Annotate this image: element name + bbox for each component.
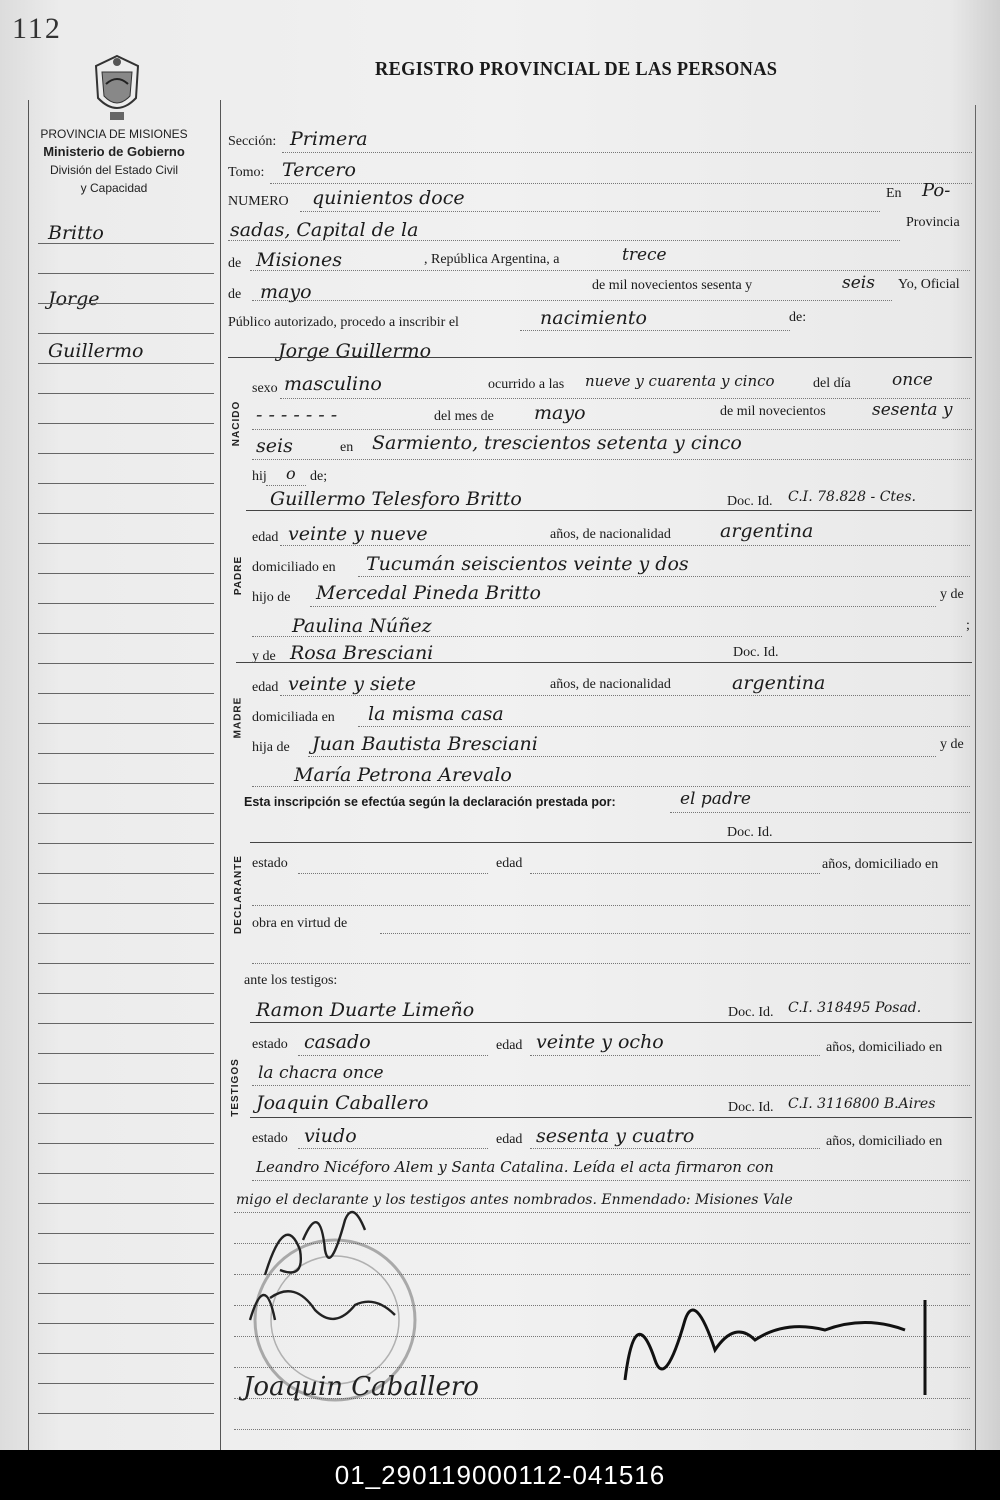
anio-nac2-value: seis: [256, 435, 293, 457]
margin-name-2: Guillermo: [48, 340, 144, 362]
declarante-estado-label: estado: [252, 856, 288, 871]
mil-label: de mil novecientos sesenta y: [592, 278, 753, 293]
mil-nov-label: de mil novecientos: [720, 404, 826, 419]
madre-edad-label: edad: [252, 680, 279, 695]
madre-nac-label: años, de nacionalidad: [550, 677, 671, 692]
rule: [250, 270, 970, 271]
division-label-2: y Capacidad: [80, 181, 148, 195]
testigo2-anos-label: años, domiciliado en: [826, 1134, 943, 1149]
testigo1-estado-value: casado: [304, 1031, 371, 1053]
testigo2-doc-value: C.I. 3116800 B.Aires: [788, 1096, 936, 1112]
padre-nac-value: argentina: [720, 520, 814, 542]
rule: [310, 606, 936, 607]
hijo-o-value: o: [286, 464, 296, 483]
madre-doc-label: Doc. Id.: [733, 645, 779, 660]
section-divider: [250, 1022, 972, 1023]
en2-label: en: [340, 440, 354, 455]
padre-dom-value: Tucumán seiscientos veinte y dos: [366, 553, 689, 575]
rule: [228, 240, 900, 241]
margin-rule: [38, 1383, 214, 1384]
rule: [520, 330, 790, 331]
declarante-value: el padre: [680, 789, 751, 809]
rule: [252, 300, 892, 301]
testigo2-edad-value: sesenta y cuatro: [536, 1125, 695, 1147]
rule: [280, 398, 970, 399]
rule: [298, 873, 488, 874]
division-label: División del Estado Civil: [49, 163, 179, 177]
padre-nac-label: años, de nacionalidad: [550, 527, 671, 542]
sexo-label: sexo: [252, 381, 278, 396]
margin-rule: [38, 423, 214, 424]
declarante-edad-label: edad: [496, 856, 523, 871]
margin-rule: [38, 753, 214, 754]
rule: [252, 1085, 970, 1086]
yo-oficial-label: Yo, Oficial: [898, 277, 960, 292]
madre-edad-value: veinte y siete: [288, 673, 416, 695]
testigo2-estado-label: estado: [252, 1131, 288, 1146]
testigo1-doc-value: C.I. 318495 Posad.: [788, 1000, 922, 1016]
rule: [252, 459, 972, 460]
padre-doc-value: C.I. 78.828 - Ctes.: [788, 489, 916, 505]
margin-rule: [38, 1233, 214, 1234]
dashes-value: - - - - - - -: [256, 404, 338, 426]
padre-y-de-label: y de: [940, 587, 964, 602]
section-divider: [246, 510, 972, 511]
margin-rule: [38, 1293, 214, 1294]
sexo-value: masculino: [284, 373, 382, 395]
testigo1-nombre-value: Ramon Duarte Limeño: [256, 999, 475, 1021]
acto-value: nacimiento: [540, 307, 647, 329]
margin-name-1: Jorge: [48, 288, 100, 310]
tomo-value: Tercero: [282, 159, 356, 181]
padre-padre-value: Mercedal Pineda Britto: [316, 582, 541, 604]
nombre-value: Jorge Guillermo: [278, 340, 432, 362]
del-dia-label: del día: [813, 376, 851, 391]
section-divider: [228, 357, 972, 358]
anio-nac-value: sesenta y: [872, 400, 953, 420]
hora-value: nueve y cuarenta y cinco: [585, 372, 775, 390]
madre-dom-label: domiciliada en: [252, 710, 335, 725]
numero-label: NUMERO: [228, 194, 289, 209]
provincia-label: Provincia: [906, 215, 960, 230]
margin-rule: [38, 363, 214, 364]
margin-rule: [38, 1023, 214, 1024]
section-label-nacido: NACIDO: [231, 400, 243, 447]
rule: [298, 1148, 488, 1149]
lugar-value: sadas, Capital de la: [230, 219, 419, 241]
margin-rule: [38, 813, 214, 814]
margin-rule: [38, 1353, 214, 1354]
margin-rule: [38, 873, 214, 874]
en-label: En: [886, 186, 902, 201]
margin-rule: [38, 993, 214, 994]
rule: [300, 211, 880, 212]
rule: [530, 1148, 820, 1149]
declarante-anos-label: años, domiciliado en: [822, 857, 939, 872]
document-title: REGISTRO PROVINCIAL DE LAS PERSONAS: [375, 58, 778, 80]
de2-label: de: [228, 287, 242, 302]
section-label-padre: PADRE: [233, 555, 245, 596]
margin-surname: Britto: [48, 222, 104, 244]
section-label-declarante: DECLARANTE: [232, 855, 244, 934]
declarante-doc-label: Doc. Id.: [727, 825, 773, 840]
publico-label: Público autorizado, procedo a inscribir el: [228, 315, 459, 330]
ministry-label: Ministerio de Gobierno: [43, 144, 185, 159]
section-divider: [250, 1117, 972, 1118]
testigo1-anos-label: años, domiciliado en: [826, 1040, 943, 1055]
seccion-value: Primera: [290, 128, 368, 150]
republica-label: , República Argentina, a: [424, 252, 560, 267]
madre-y-de-label: y de: [252, 649, 276, 664]
de-colon-label: de:: [789, 310, 807, 325]
margin-rule: [38, 1203, 214, 1204]
margin-rule: [38, 543, 214, 544]
testigo2-doc-label: Doc. Id.: [728, 1100, 774, 1115]
en-value: Po-: [922, 180, 951, 201]
padre-edad-label: edad: [252, 530, 279, 545]
testigo2-edad-label: edad: [496, 1132, 523, 1147]
rule: [252, 786, 970, 787]
lugar-nac-value: Sarmiento, trescientos setenta y cinco: [372, 432, 742, 454]
margin-rule: [38, 663, 214, 664]
margin-rule: [38, 393, 214, 394]
signature-4: Joaquin Caballero: [243, 1372, 479, 1402]
seccion-label: Sección:: [228, 134, 277, 149]
padre-edad-value: veinte y nueve: [288, 523, 428, 545]
margin-rule: [38, 1263, 214, 1264]
margin-rule: [38, 1113, 214, 1114]
anio-value: seis: [842, 273, 875, 293]
testigo1-edad-label: edad: [496, 1038, 523, 1053]
rule: [252, 429, 972, 430]
rule: [670, 812, 970, 813]
rule: [252, 636, 962, 637]
obra-label: obra en virtud de: [252, 916, 348, 931]
madre-padre-value: Juan Bautista Bresciani: [312, 733, 538, 755]
semicolon-label: ;: [966, 618, 970, 633]
padre-doc-label: Doc. Id.: [727, 494, 773, 509]
de-label: de: [228, 256, 242, 271]
del-mes-label: del mes de: [434, 409, 494, 424]
margin-rule: [38, 903, 214, 904]
margin-rule: [38, 513, 214, 514]
margin-rule: [38, 693, 214, 694]
margin-rule: [38, 453, 214, 454]
section-label-madre: MADRE: [232, 696, 244, 739]
margin-rule: [38, 723, 214, 724]
margin-line-left: [28, 100, 29, 1450]
madre-nombre-value: Rosa Bresciani: [290, 642, 434, 664]
rule: [530, 1055, 820, 1056]
mes-nac-value: mayo: [534, 402, 586, 424]
testigo2-dom-value: Leandro Nicéforo Alem y Santa Catalina. Leída el acta firmaron con: [256, 1158, 774, 1176]
padre-hijo-de-label: hijo de: [252, 590, 291, 605]
image-identifier: 01_290119000112-041516: [0, 1450, 1000, 1500]
signature-3: [625, 1300, 925, 1395]
dia-value: trece: [622, 245, 667, 265]
rule: [252, 905, 970, 906]
testigo1-dom-value: la chacra once: [258, 1063, 384, 1083]
hijo-label: hij: [252, 469, 267, 484]
margin-rule: [38, 603, 214, 604]
ante-label: ante los testigos:: [244, 973, 338, 988]
margin-rule: [38, 1053, 214, 1054]
rule: [308, 756, 936, 757]
madre-y-de-label-2: y de: [940, 737, 964, 752]
rule: [266, 485, 306, 486]
testigo2-nombre-value: Joaquin Caballero: [256, 1092, 429, 1114]
margin-rule: [38, 633, 214, 634]
rule: [280, 545, 970, 546]
signatures-area: [225, 1180, 985, 1450]
de-semi-label: de;: [310, 469, 328, 484]
madre-madre-value: María Petrona Arevalo: [294, 764, 512, 786]
padre-madre-value: Paulina Núñez: [292, 615, 432, 637]
margin-rule: [38, 273, 214, 274]
margin-rule: [38, 573, 214, 574]
madre-dom-value: la misma casa: [368, 703, 504, 725]
mes-value: mayo: [260, 281, 312, 303]
testigo2-estado-value: viudo: [304, 1125, 357, 1147]
rule: [280, 695, 970, 696]
section-divider: [236, 662, 972, 663]
margin-rule: [38, 1323, 214, 1324]
testigo1-estado-label: estado: [252, 1037, 288, 1052]
margin-rule: [38, 1143, 214, 1144]
province-label: PROVINCIA DE MISIONES: [40, 127, 188, 141]
madre-nac-value: argentina: [732, 672, 826, 694]
margin-rule: [38, 933, 214, 934]
rule: [530, 873, 820, 874]
numero-value: quinientos doce: [312, 187, 465, 209]
testigo1-doc-label: Doc. Id.: [728, 1005, 774, 1020]
section-divider: [250, 842, 972, 843]
rule: [358, 726, 970, 727]
dia-nac-value: once: [892, 370, 933, 390]
declaracion-label: Esta inscripción se efectúa según la declaración prestada por:: [244, 795, 616, 809]
padre-dom-label: domiciliado en: [252, 560, 336, 575]
rule: [298, 1055, 488, 1056]
margin-rule: [38, 333, 214, 334]
provincia-value: Misiones: [256, 249, 343, 271]
cierre-value: migo el declarante y los testigos antes nombrados. Enmendado: Misiones Vale: [236, 1192, 793, 1208]
page-number: 112: [12, 12, 62, 45]
ocurrido-label: ocurrido a las: [488, 377, 565, 392]
rule: [282, 152, 972, 153]
margin-rule: [38, 243, 214, 244]
tomo-label: Tomo:: [228, 165, 265, 180]
margin-rule: [38, 1413, 214, 1414]
margin-rule: [38, 483, 214, 484]
margin-rule: [38, 1083, 214, 1084]
padre-nombre-value: Guillermo Telesforo Britto: [270, 488, 522, 510]
coat-of-arms-icon: [86, 52, 148, 124]
margin-rule: [38, 963, 214, 964]
rule: [252, 963, 970, 964]
rule: [380, 933, 970, 934]
margin-line-right: [220, 100, 221, 1450]
testigo1-edad-value: veinte y ocho: [536, 1031, 664, 1053]
section-label-testigos: TESTIGOS: [229, 1058, 241, 1117]
margin-rule: [38, 843, 214, 844]
margin-rule: [38, 1173, 214, 1174]
rule: [270, 183, 972, 184]
margin-rule: [38, 303, 214, 304]
rule: [358, 576, 970, 577]
margin-rule: [38, 783, 214, 784]
madre-hija-de-label: hija de: [252, 740, 290, 755]
